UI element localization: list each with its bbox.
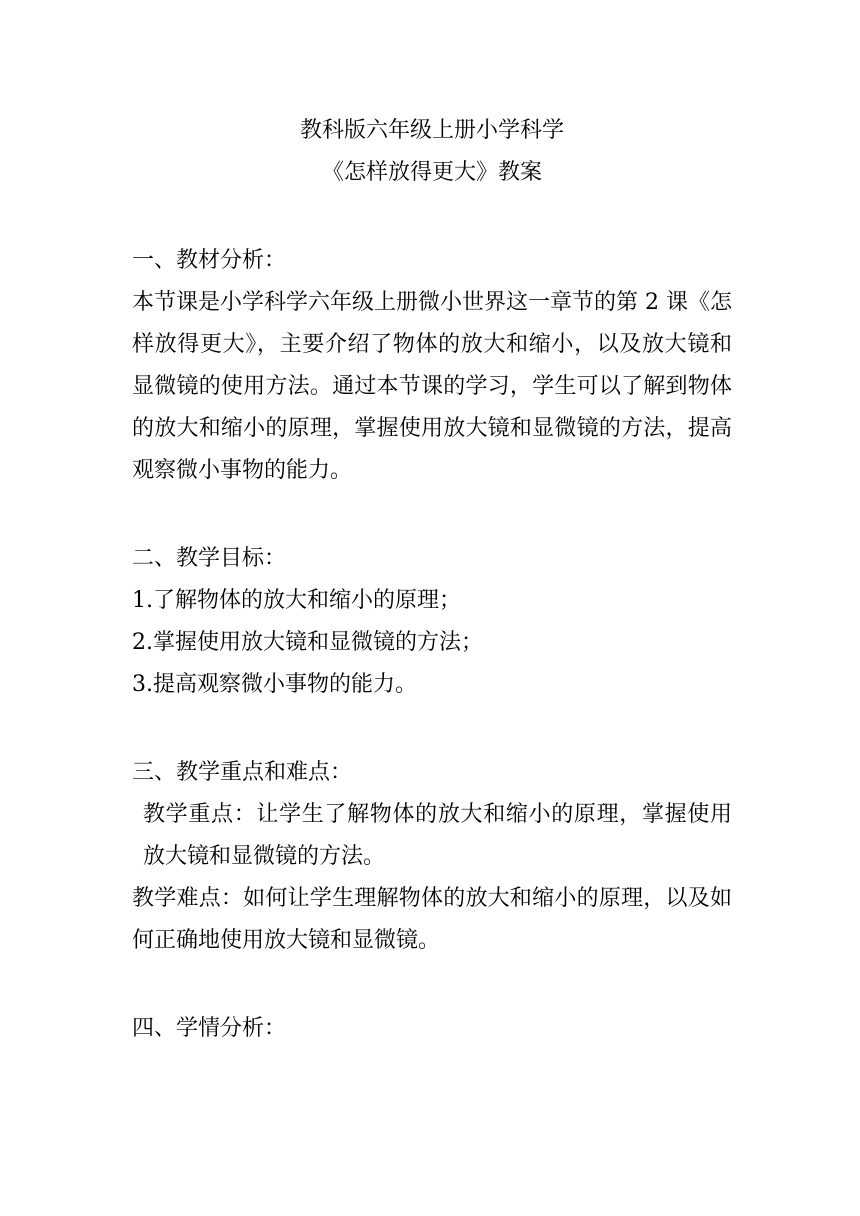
title-spacer [132, 194, 732, 240]
goal-item-1: 1.了解物体的放大和缩小的原理； [132, 588, 461, 613]
teaching-focus-paragraph: 教学重点：让学生了解物体的放大和缩小的原理，掌握使用放大镜和显微镜的方法。 [143, 802, 732, 869]
section-heading-goals: 二、教学目标： [132, 546, 287, 571]
section-goals [132, 538, 732, 706]
section-heading-analysis: 一、教材分析： [132, 248, 287, 273]
section-keypoints [132, 752, 732, 962]
document-body [132, 110, 732, 1096]
section-analysis [132, 240, 732, 492]
goal-item-2: 2.掌握使用放大镜和显微镜的方法； [132, 630, 483, 655]
teaching-difficulty-paragraph: 教学难点：如何让学生理解物体的放大和缩小的原理，以及如何正确地使用放大镜和显微镜。 [132, 886, 732, 953]
analysis-paragraph: 本节课是小学科学六年级上册微小世界这一章节的第 2 课《怎样放得更大》，主要介绍了物体的放大和缩小，以及放大镜和显微镜的使用方法。通过本节课的学习，学生可以了解到物体的放大和缩小的原理，掌握使用放大镜和显微镜的方法，提高观察微小事物的能力。 [132, 290, 732, 483]
document-title-line1: 教科版六年级上册小学科学 [299, 118, 564, 143]
document-title-line2: 《怎样放得更大》教案 [321, 160, 542, 185]
section-heading-keypoints: 三、教学重点和难点： [132, 760, 353, 785]
goal-item-3: 3.提高观察微小事物的能力。 [132, 672, 417, 697]
section-heading-students: 四、学情分析： [132, 1016, 287, 1041]
section-students [132, 1008, 732, 1050]
